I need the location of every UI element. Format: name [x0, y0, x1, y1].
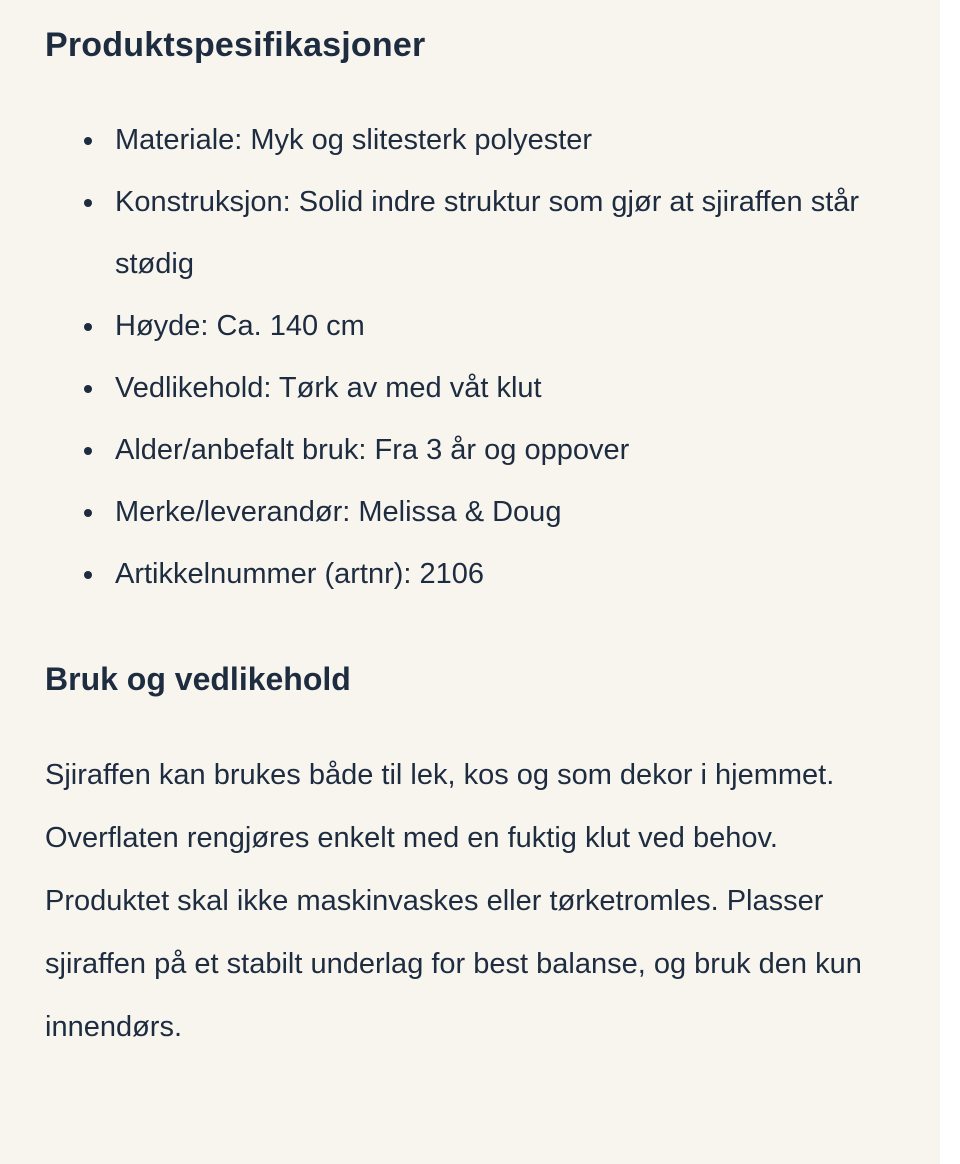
- spec-list-item: • Vedlikehold: Tørk av med våt klut: [107, 357, 890, 419]
- specs-heading: Produktspesifikasjoner: [45, 26, 426, 64]
- spec-list-item: • Artikkelnummer (artnr): 2106: [107, 543, 890, 605]
- spec-list-item: • Alder/anbefalt bruk: Fra 3 år og oppover: [107, 419, 890, 481]
- spec-list-item: • Materiale: Myk og slitesterk polyester: [107, 109, 890, 171]
- spec-list: [45, 109, 890, 605]
- care-paragraph: Sjiraffen kan brukes både til lek, kos og som dekor i hjemmet. Overflaten rengjøres enkelt med en fuktig klut ved behov. Produktet skal ikke maskinvaskes eller tørketromles. Plasser sjiraffen på et stabilt underlag for best balanse, og bruk den kun innendørs.: [45, 759, 862, 1043]
- care-heading: Bruk og vedlikehold: [45, 661, 351, 697]
- scrollbar-track[interactable]: [940, 0, 960, 1164]
- spec-list-item: • Høyde: Ca. 140 cm: [107, 295, 890, 357]
- spec-list-item: • Merke/leverandør: Melissa & Doug: [107, 481, 890, 543]
- spec-list-item: • Konstruksjon: Solid indre struktur som gjør at sjiraffen står stødig: [107, 171, 890, 295]
